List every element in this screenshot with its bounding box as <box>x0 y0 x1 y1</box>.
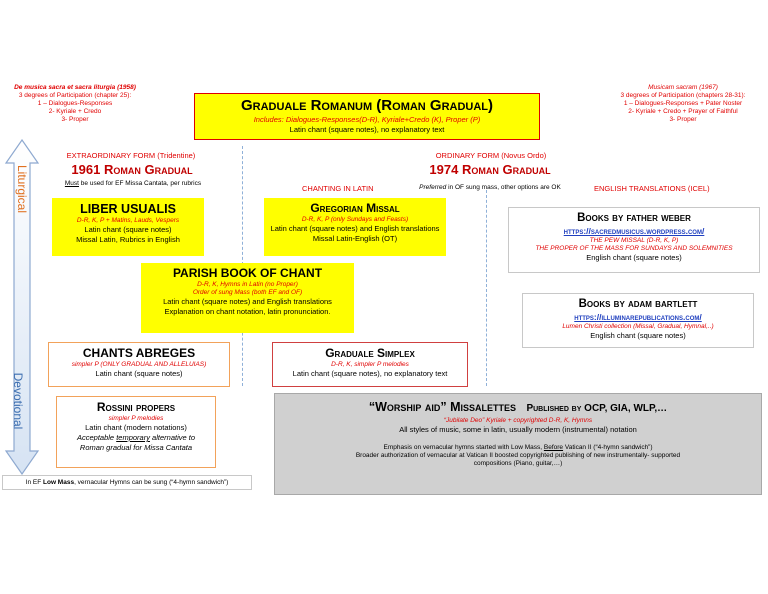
worship-aid-title: “Worship aid” Missalettes <box>368 400 516 414</box>
de-musica-line: 3 degrees of Participation (chapter 25): <box>18 92 132 99</box>
rossini-propers-title: Rossini propers <box>96 400 176 414</box>
graduale-simplex-title: Graduale Simplex <box>325 346 415 360</box>
gregorian-missal-box <box>264 198 446 256</box>
parish-book-box <box>141 263 354 333</box>
rossini-propers-box <box>56 396 216 468</box>
graduale-romanum-box <box>194 93 540 140</box>
musicam-line: 1 – Dialogues-Responses + Pater Noster <box>623 100 743 107</box>
gregorian-missal-line: Missal Latin-English (OT) <box>312 234 398 243</box>
preferred-word: Preferred <box>419 184 447 191</box>
worship-aid-publishers: Published by OCP, GIA, WLP,… <box>526 403 668 414</box>
temporary-text: temporary <box>116 433 150 442</box>
liturgical-label: Liturgical <box>15 164 29 214</box>
parish-book-line: Latin chant (square notes) and English translations <box>163 297 332 306</box>
ordinary-form-label: ORDINARY FORM (Novus Ordo) <box>435 151 547 160</box>
roman-gradual-label: Roman Gradual <box>103 162 193 177</box>
devotional-label: Devotional <box>11 372 25 430</box>
musicam-line: 3 degrees of Participation (chapters 28-31): <box>620 92 746 99</box>
graduale-simplex-sub: D-R, K, simpler P melodies <box>331 361 409 368</box>
parish-book-sub: Order of sung Mass (both EF and OF) <box>192 289 303 296</box>
chants-abreges-sub: simpler P (ONLY GRADUAL AND ALLELUIAS) <box>71 361 207 368</box>
pew-missal-line: THE PEW MISSAL (D-R, K, P) <box>589 237 679 244</box>
divider-line <box>486 190 487 386</box>
roman-gradual-label: Roman Gradual <box>461 162 551 177</box>
chants-abreges-box <box>48 342 230 387</box>
worship-aid-box <box>274 393 762 495</box>
roman-gradual-1974-title <box>400 162 580 177</box>
father-weber-box <box>508 207 760 273</box>
de-musica-line: 3- Proper <box>61 116 89 123</box>
graduale-simplex-line: Latin chant (square notes), no explanatory text <box>292 369 448 378</box>
gregorian-missal-title: Gregorian Missal <box>310 201 400 215</box>
father-weber-line: English chant (square notes) <box>586 253 682 262</box>
acceptable-text: Acceptable <box>77 433 117 442</box>
chanting-in-latin-label: CHANTING IN LATIN <box>302 184 374 193</box>
liber-usualis-box <box>52 198 204 256</box>
de-musica-sacra-title: De musica sacra et sacra liturgia (1958) <box>14 84 136 91</box>
roman-gradual-1961-title <box>40 162 224 177</box>
low-mass-word: Low Mass <box>43 479 75 486</box>
graduale-includes: Includes: Dialogues-Responses(D-R), Kyriale+Credo (K), Proper (P) <box>253 115 481 124</box>
year-1961: 1961 <box>71 162 101 177</box>
musicam-line: 3- Proper <box>669 116 697 123</box>
must-rest: be used for EF Missa Cantata, per rubrics <box>78 180 202 187</box>
adam-bartlett-box <box>522 293 754 348</box>
preferred-rest: in OF sung mass, other options are OK <box>446 184 561 191</box>
rossini-propers-line: Latin chant (modern notations) <box>85 423 187 432</box>
rossini-propers-sub: simpler P melodies <box>108 415 164 422</box>
liber-usualis-line: Missal Latin, Rubrics in English <box>76 235 180 244</box>
de-musica-sacra-note <box>0 84 150 124</box>
chants-abreges-title: CHANTS ABREGES <box>82 346 196 360</box>
low-mass-note-c: , vernacular Hymns can be sung (“4-hymn sandwich”) <box>74 479 229 486</box>
graduale-notes: Latin chant (square notes), no explanatory text <box>289 125 445 134</box>
parish-book-line: Explanation on chant notation, latin pronunciation. <box>164 307 331 316</box>
of-preferred-note <box>400 184 580 191</box>
ef-rubric-note <box>40 180 226 187</box>
parish-book-title: PARISH BOOK OF CHANT <box>172 266 323 280</box>
liber-usualis-line: Latin chant (square notes) <box>84 225 172 234</box>
adam-bartlett-title: Books by adam bartlett <box>578 298 698 310</box>
worship-aid-heading <box>275 399 761 417</box>
emphasis-rest: Vatican II (“4-hymn sandwich”) <box>563 444 653 451</box>
worship-aid-compositions: compositions (Piano, guitar,…) <box>473 460 563 467</box>
father-weber-link[interactable]: https://sacredmusicus.wordpress.com/ <box>563 226 705 236</box>
low-mass-note-a: In EF <box>25 479 43 486</box>
must-word: Must <box>64 180 79 187</box>
musicam-sacram-title: Musicam sacram (1967) <box>648 84 718 91</box>
chants-abreges-line: Latin chant (square notes) <box>95 369 183 378</box>
parish-book-sub: D-R, K, Hymns in Latin (no Proper) <box>197 281 298 288</box>
alternative-text: alternative to <box>149 433 195 442</box>
worship-aid-line: All styles of music, some in latin, usually modern (instrumental) notation <box>399 425 637 434</box>
extraordinary-form-label: EXTRAORDINARY FORM (Tridentine) <box>66 151 196 160</box>
liber-usualis-sub: D-R, K, P + Matins, Lauds, Vespers <box>76 217 180 224</box>
emphasis-text: Emphasis on vernacular hymns started with Low Mass, <box>383 444 544 451</box>
proper-of-mass-line: THE PROPER OF THE MASS FOR SUNDAYS AND SOLEMNITIES <box>535 245 733 252</box>
adam-bartlett-line: English chant (square notes) <box>590 331 686 340</box>
rossini-propers-line: Roman gradual for Missa Cantata <box>79 443 193 452</box>
worship-aid-sub: “Jubilate Deo” Kyriale + copyrighted D-R, K, Hymns <box>443 417 593 424</box>
rossini-propers-acceptable <box>57 433 215 443</box>
adam-bartlett-link[interactable]: https://illuminarepublications.com/ <box>574 312 702 322</box>
worship-aid-broader: Broader authorization of vernacular at Vatican II boosted copyrighted publishing of new instrumentally- supported <box>355 452 681 459</box>
lumen-christi-line: Lumen Christi collection (Missal, Gradual, Hymnal,..) <box>562 323 714 330</box>
low-mass-note <box>2 475 252 490</box>
before-word: Before <box>543 444 564 451</box>
de-musica-line: 2- Kyriale + Credo <box>48 108 102 115</box>
year-1974: 1974 <box>429 162 459 177</box>
gregorian-missal-line: Latin chant (square notes) and English translations <box>270 224 440 233</box>
graduale-romanum-title: Graduale Romanum (Roman Gradual) <box>240 97 494 114</box>
musicam-line: 2- Kyriale + Credo + Prayer of Faithful <box>628 108 738 115</box>
musicam-sacram-note <box>598 84 768 124</box>
worship-aid-emphasis <box>275 444 761 452</box>
gregorian-missal-sub: D-R, K, P (only Sundays and Feasts) <box>301 216 409 223</box>
english-translations-label: ENGLISH TRANSLATIONS (ICEL) <box>594 184 710 193</box>
de-musica-line: 1 – Dialogues-Responses <box>37 100 113 107</box>
graduale-simplex-box <box>272 342 468 387</box>
father-weber-title: Books by father weber <box>577 212 691 224</box>
liber-usualis-title: LIBER USUALIS <box>80 202 176 216</box>
